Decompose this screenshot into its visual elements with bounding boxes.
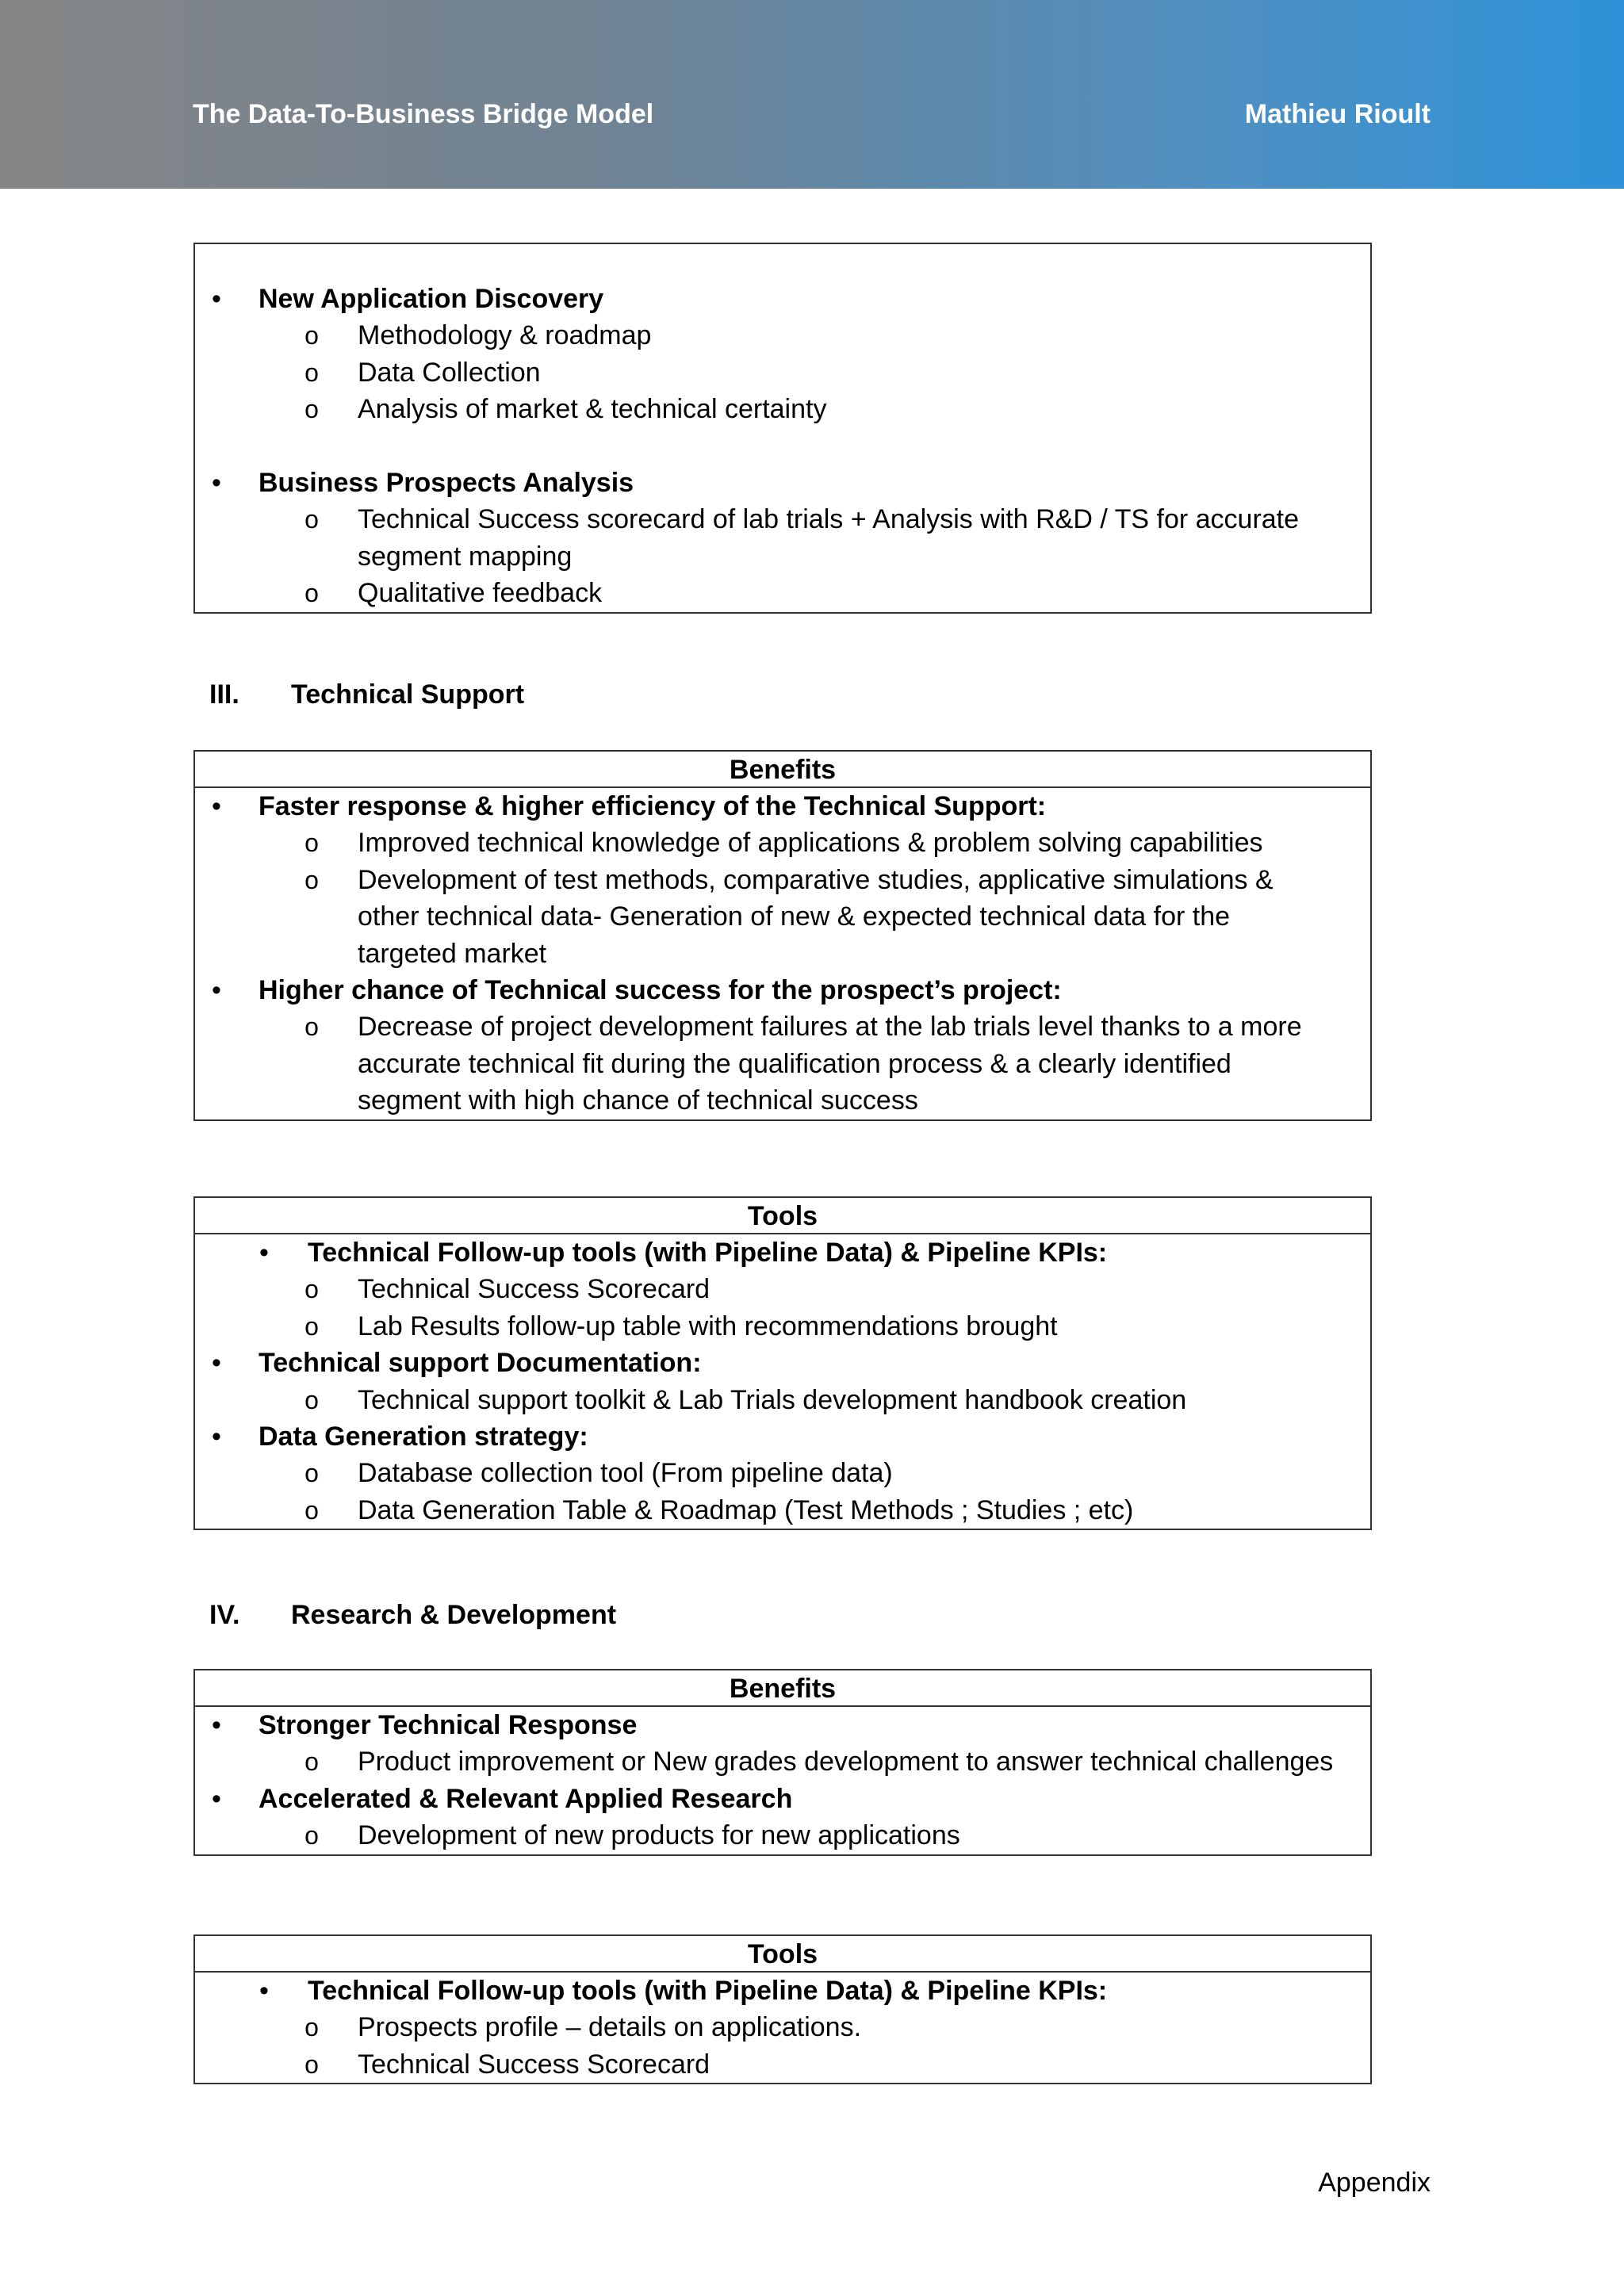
box-heading: Benefits: [195, 752, 1370, 788]
sub-list-item-continuation: segment mapping: [358, 541, 573, 572]
circle-bullet-icon: o: [304, 2013, 319, 2042]
circle-bullet-icon: o: [304, 1275, 319, 1304]
sub-list-item-continuation: targeted market: [358, 938, 547, 969]
bullet-icon: •: [212, 1710, 221, 1740]
list-item: • Technical support Documentation:: [195, 1345, 1370, 1381]
bullet-icon: •: [212, 284, 221, 314]
sub-list-item: o Technical Success scorecard of lab trials + Analysis with R&D / TS for accurate: [195, 501, 1370, 538]
sub-list-item: o Data Generation Table & Roadmap (Test Methods ; Studies ; etc): [195, 1492, 1370, 1529]
spacer: [195, 428, 1370, 465]
circle-bullet-icon: o: [304, 1495, 319, 1525]
sub-list-item: o Database collection tool (From pipeline data): [195, 1455, 1370, 1491]
bullet-icon: •: [212, 468, 221, 499]
sub-list-item: o Qualitative feedback: [195, 575, 1370, 611]
sub-list-item: o Technical Success Scorecard: [195, 1271, 1370, 1307]
sub-list-item: o Decrease of project development failures at the lab trials level thanks to a more: [195, 1008, 1370, 1045]
bullet-icon: •: [212, 1422, 221, 1452]
circle-bullet-icon: o: [304, 321, 319, 350]
rd-tools-box: [193, 1934, 1372, 2084]
footer-appendix: Appendix: [1318, 2168, 1431, 2198]
sub-list-item: o Technical support toolkit & Lab Trials development handbook creation: [195, 1382, 1370, 1418]
header-author: Mathieu Rioult: [1244, 99, 1431, 129]
header-title: The Data-To-Business Bridge Model: [193, 99, 654, 129]
circle-bullet-icon: o: [304, 1311, 319, 1341]
list-item: • Business Prospects Analysis: [195, 465, 1370, 501]
list-item: • Data Generation strategy:: [195, 1418, 1370, 1455]
list-item: • Technical Follow-up tools (with Pipeline Data) & Pipeline KPIs:: [195, 1973, 1370, 2009]
sub-list-item: o Technical Success Scorecard: [195, 2046, 1370, 2083]
ts-benefits-box: [193, 750, 1372, 1121]
sub-list-item: o Prospects profile – details on applications.: [195, 2009, 1370, 2045]
circle-bullet-icon: o: [304, 2049, 319, 2079]
list-item: • Faster response & higher efficiency of the Technical Support:: [195, 788, 1370, 825]
sub-list-item: o Development of test methods, comparative studies, applicative simulations &: [195, 862, 1370, 898]
list-item: • New Application Discovery: [195, 281, 1370, 317]
circle-bullet-icon: o: [304, 828, 319, 858]
sub-list-item: o Analysis of market & technical certainty: [195, 391, 1370, 427]
circle-bullet-icon: o: [304, 865, 319, 894]
sub-list-item: o Lab Results follow-up table with recommendations brought: [195, 1308, 1370, 1345]
bullet-icon: •: [259, 1238, 269, 1268]
sub-list-item: o Product improvement or New grades development to answer technical challenges: [195, 1743, 1370, 1780]
sub-list-item: o Methodology & roadmap: [195, 317, 1370, 354]
sub-list-item: o Data Collection: [195, 354, 1370, 391]
section-heading: III. Technical Support: [209, 679, 525, 710]
box-heading: Tools: [195, 1936, 1370, 1973]
circle-bullet-icon: o: [304, 395, 319, 424]
sub-list-item-continuation: other technical data- Generation of new & expected technical data for the: [358, 901, 1231, 932]
sub-list-item: o Development of new products for new applications: [195, 1817, 1370, 1854]
list-item: • Technical Follow-up tools (with Pipeline Data) & Pipeline KPIs:: [195, 1234, 1370, 1271]
section-heading: IV. Research & Development: [209, 1600, 617, 1630]
list-item: • Stronger Technical Response: [195, 1707, 1370, 1743]
header-band: [0, 0, 1624, 189]
sub-list-item-continuation: segment with high chance of technical success: [358, 1085, 918, 1116]
bullet-icon: •: [212, 975, 221, 1006]
list-item: • Accelerated & Relevant Applied Research: [195, 1781, 1370, 1817]
ts-tools-box: [193, 1196, 1372, 1530]
list-item: • Higher chance of Technical success for the prospect’s project:: [195, 972, 1370, 1008]
bullet-icon: •: [212, 1783, 221, 1814]
discovery-box: [193, 243, 1372, 614]
circle-bullet-icon: o: [304, 1385, 319, 1414]
circle-bullet-icon: o: [304, 1821, 319, 1850]
circle-bullet-icon: o: [304, 579, 319, 608]
bullet-icon: •: [212, 1348, 221, 1379]
rd-benefits-box: [193, 1669, 1372, 1856]
circle-bullet-icon: o: [304, 505, 319, 534]
box-heading: Tools: [195, 1198, 1370, 1234]
box-heading: Benefits: [195, 1670, 1370, 1707]
circle-bullet-icon: o: [304, 358, 319, 387]
sub-list-item-continuation: accurate technical fit during the qualification process & a clearly identified: [358, 1048, 1231, 1079]
circle-bullet-icon: o: [304, 1012, 319, 1042]
bullet-icon: •: [212, 791, 221, 821]
circle-bullet-icon: o: [304, 1459, 319, 1488]
bullet-icon: •: [259, 1976, 269, 2006]
circle-bullet-icon: o: [304, 1747, 319, 1777]
sub-list-item: o Improved technical knowledge of applications & problem solving capabilities: [195, 825, 1370, 861]
